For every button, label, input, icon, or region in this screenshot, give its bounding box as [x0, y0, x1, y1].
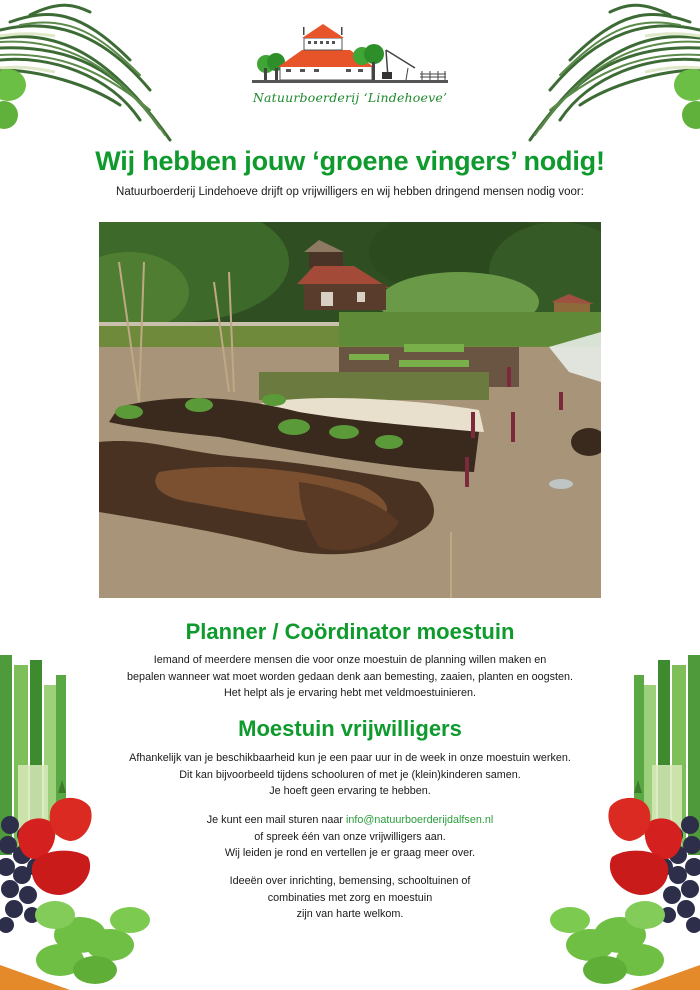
- page-title: Wij hebben jouw ‘groene vingers’ nodig!: [95, 146, 605, 176]
- contact-prefix: Je kunt een mail sturen naar: [206, 814, 347, 826]
- text-line: Je hoeft geen ervaring te hebben.: [269, 785, 431, 797]
- text-line: Afhankelijk van je beschikbaarheid kun je een paar uur in de week in onze moestuin werken.: [129, 752, 571, 764]
- spring-onion-icon: [0, 0, 180, 150]
- text-line: bepalen wanneer wat moet worden gedaan denk aan bemesting, zaaien, planten en oogsten.: [127, 670, 573, 683]
- spring-onion-icon: [520, 0, 700, 150]
- section-title-volunteers: Moestuin vrijwilligers: [238, 716, 462, 741]
- email-link[interactable]: info@natuurboerderijdalfsen.nl: [346, 814, 494, 826]
- section-title-planner: Planner / Coördinator moestuin: [185, 619, 515, 644]
- ideas-block: [0, 873, 700, 923]
- text-line: Dit kan bijvoorbeeld tijdens schooluren of met je (klein)kinderen samen.: [179, 768, 521, 781]
- text-line: Iemand of meerdere mensen die voor onze moestuin de planning willen maken en: [153, 654, 547, 666]
- text-line: Het helpt als je ervaring hebt met veldmoestuinieren.: [223, 687, 477, 699]
- logo: [250, 20, 450, 112]
- farmhouse-logo-icon: [250, 20, 450, 88]
- logo-text: Natuurboerderij ‘Lindehoeve’: [252, 90, 448, 105]
- text-line: Wij leiden je rond en vertellen je er graag meer over.: [224, 847, 476, 859]
- text-line: zijn van harte welkom.: [296, 908, 404, 920]
- section-text-planner: [0, 652, 700, 702]
- section-text-volunteers: [0, 750, 700, 800]
- contact-block: [0, 812, 700, 862]
- text-line: Ideeën over inrichting, bemensing, schooltuinen of: [229, 875, 471, 887]
- text-line: of spreek één van onze vrijwilligers aan.: [254, 830, 446, 843]
- text-line: combinaties met zorg en moestuin: [267, 891, 433, 904]
- vegetable-garden-photo: [99, 222, 601, 598]
- intro-text: Natuurboerderij Lindehoeve drijft op vrijwilligers en wij hebben dringend mensen nodig voor:: [116, 186, 584, 198]
- contact-line: [0, 812, 700, 829]
